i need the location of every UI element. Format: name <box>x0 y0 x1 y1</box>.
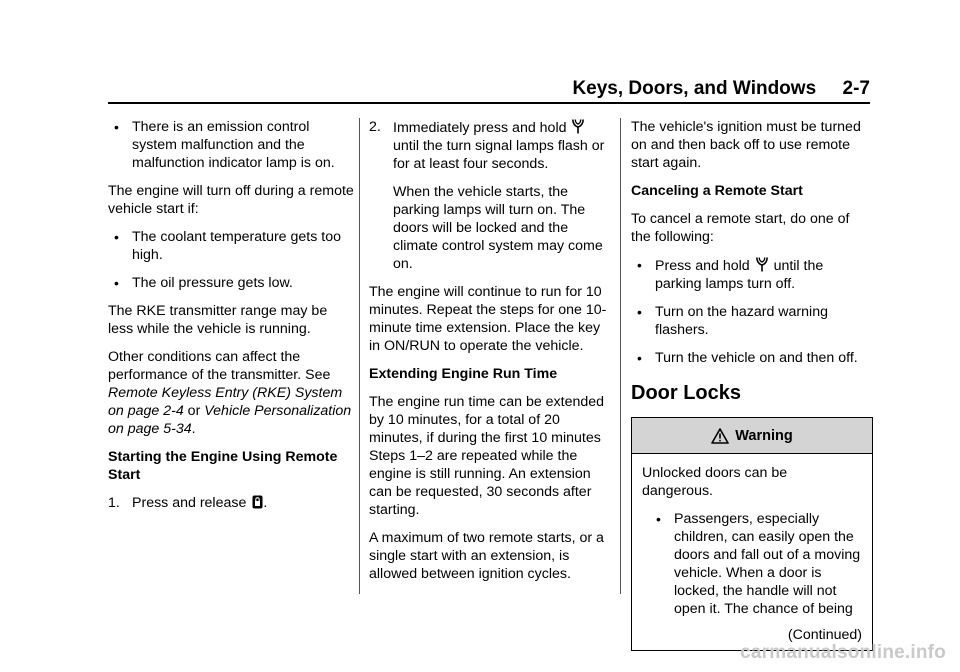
bullet-icon: • <box>637 304 642 320</box>
warning-body <box>632 454 872 650</box>
bullet-icon: • <box>637 257 642 273</box>
column-divider <box>359 118 360 594</box>
column-divider <box>620 118 621 594</box>
step-item <box>369 118 609 173</box>
step-text: Press and release <box>132 495 247 511</box>
bullet-icon: • <box>114 229 119 245</box>
bullet-icon: • <box>656 511 661 527</box>
continued-note: (Continued) <box>787 627 862 643</box>
paragraph-text: or <box>183 403 205 419</box>
step-end: . <box>263 495 268 511</box>
step-text: until the turn signal lamps flash or for at least four seconds. <box>393 138 605 172</box>
list-item <box>631 349 871 367</box>
step-note: When the vehicle starts, the parking lamps will turn on. The doors will be locked and the climate control system may come on. <box>393 184 603 272</box>
column-3 <box>631 118 871 651</box>
bullet-text: Turn the vehicle on and then off. <box>655 350 858 366</box>
lock-key-icon <box>252 495 263 509</box>
paragraph: The vehicle's ignition must be turned on and then back off to use remote start again. <box>631 119 861 171</box>
warning-label: Warning <box>735 427 793 444</box>
paragraph: The engine will continue to run for 10 minutes. Repeat the steps for one 10-minute time extension. Place the key in ON/RUN to operate the vehicle. <box>369 284 607 354</box>
watermark: carmanualsonline.info <box>740 642 946 663</box>
remote-start-icon <box>756 256 768 272</box>
cross-reference-link[interactable]: Vehicle Personalization on page 5-34 <box>108 403 352 437</box>
bullet-text: Turn on the hazard warning flashers. <box>655 304 828 338</box>
paragraph: The engine run time can be extended by 10 minutes, for a total of 20 minutes, if during the first 10 minutes Steps 1–2 are repeated while the engine is still running. An extension can be requested, 30 seconds after starting. <box>369 394 605 518</box>
header-rule <box>108 102 870 104</box>
cross-reference-link[interactable]: Remote Keyless Entry (RKE) System on page 2-4 <box>108 385 343 419</box>
subheading: Extending Engine Run Time <box>369 366 558 382</box>
paragraph: To cancel a remote start, do one of the following: <box>631 211 850 245</box>
step-number: 1. <box>108 495 120 511</box>
list-item <box>650 510 862 618</box>
paragraph-with-references <box>108 348 354 438</box>
warning-header <box>632 418 872 454</box>
bullet-text: The coolant temperature gets too high. <box>132 229 341 263</box>
bullet-icon: • <box>114 119 119 135</box>
paragraph-text: . <box>191 421 196 437</box>
subheading: Canceling a Remote Start <box>631 183 803 199</box>
bullet-text: Passengers, especially children, can easily open the doors and fall out of a moving vehicle. When a door is locked, the handle will not open it. The chance of being <box>674 511 861 617</box>
bullet-text: until the parking lamps turn off. <box>655 258 824 292</box>
list-item <box>631 303 871 339</box>
bullet-icon: • <box>114 275 119 291</box>
warning-triangle-icon <box>711 428 729 444</box>
paragraph-text: Other conditions can affect the performance of the transmitter. See <box>108 349 331 383</box>
bullet-text: There is an emission control system malfunction and the malfunction indicator lamp is on. <box>132 119 335 171</box>
column-2 <box>369 118 609 593</box>
step-item <box>108 494 354 512</box>
remote-start-icon <box>572 118 584 134</box>
list-item <box>108 274 354 292</box>
section-title: Door Locks <box>631 382 742 404</box>
list-item <box>631 256 871 293</box>
page-title: Keys, Doors, and Windows 2-7 <box>572 78 870 99</box>
list-item <box>108 118 354 172</box>
warning-text: Unlocked doors can be dangerous. <box>642 465 788 499</box>
paragraph: The engine will turn off during a remote vehicle start if: <box>108 183 354 217</box>
step-number: 2. <box>369 119 381 135</box>
bullet-text: Press and hold <box>655 258 750 274</box>
step-text: Immediately press and hold <box>393 120 567 136</box>
list-item <box>108 228 354 264</box>
bullet-icon: • <box>637 350 642 366</box>
bullet-text: The oil pressure gets low. <box>132 275 293 291</box>
subheading: Starting the Engine Using Remote Start <box>108 449 338 483</box>
paragraph: The RKE transmitter range may be less while the vehicle is running. <box>108 303 328 337</box>
warning-box <box>631 417 873 651</box>
paragraph: A maximum of two remote starts, or a single start with an extension, is allowed between ignition cycles. <box>369 530 604 582</box>
column-1 <box>108 118 354 522</box>
